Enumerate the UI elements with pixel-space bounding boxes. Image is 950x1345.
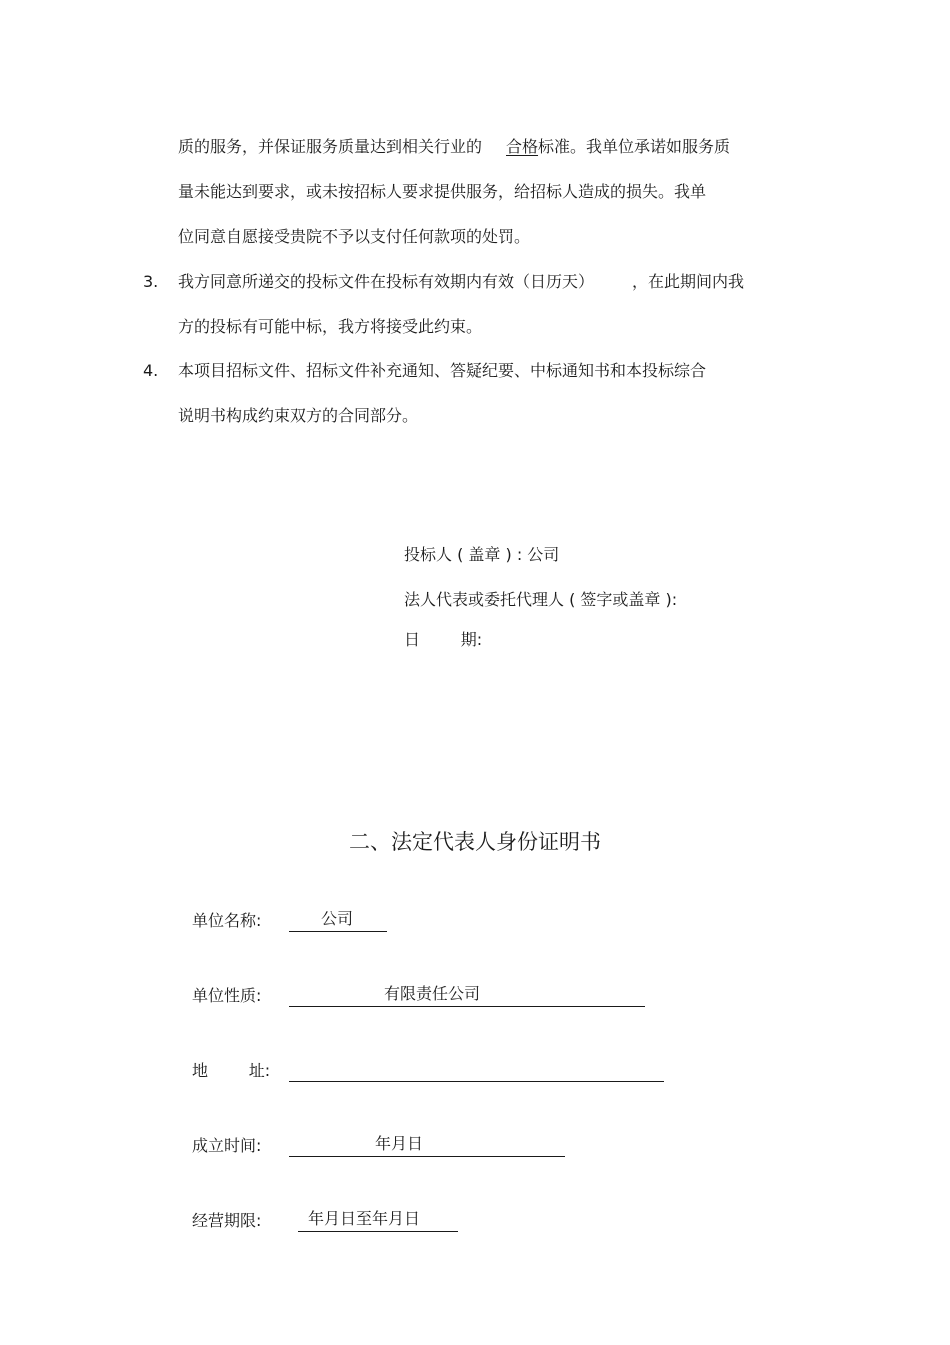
clause2-line1 [178,137,730,157]
clause2-line3: 位同意自愿接受贵院不予以支付任何款项的处罚。 [178,227,531,246]
clause4-line2: 说明书构成约束双方的合同部分。 [178,406,419,425]
clause2-standard: 合格 [506,137,539,156]
signature-representative: 法人代表或委托代理人 ( 签字或盖章 ): [404,590,678,609]
clause2-text-a: 质的服务，并保证服务质量达到相关行业的 [178,137,483,156]
founded-label: 成立时间: [192,1136,262,1155]
unit-name-field [289,909,387,932]
unit-nature-label: 单位性质: [192,986,262,1005]
clause2-line2: 量未能达到要求，或未按招标人要求提供服务，给招标人造成的损失。我单 [178,182,707,201]
signature-date: 日 期: [404,630,483,649]
unit-name-label: 单位名称: [192,911,262,930]
unit-name-value: 公司 [321,909,354,928]
clause4-number: 4. [143,361,159,380]
address-field [289,1059,664,1082]
clause3-text-b: ，在此期间内我 [632,272,745,291]
clause3-line1 [178,272,744,292]
clause3-line2: 方的投标有可能中标，我方将接受此约束。 [178,317,483,336]
clause4-line1: 本项目招标文件、招标文件补充通知、答疑纪要、中标通知书和本投标综合 [178,361,707,380]
term-field [298,1209,458,1232]
term-value: 年月日至年月日 [308,1209,421,1228]
signature-bidder: 投标人 ( 盖章 ) : 公司 [404,545,560,564]
section-title: 二、法定代表人身份证明书 [349,830,601,854]
unit-nature-value: 有限责任公司 [384,984,481,1003]
term-label: 经营期限: [192,1211,262,1230]
unit-nature-field [289,984,645,1007]
clause3-text-a: 我方同意所递交的投标文件在投标有效期内有效（日历天） [178,272,595,291]
founded-field [289,1134,565,1157]
clause3-number: 3. [143,272,159,291]
clause2-text-c: 标准。我单位承诺如服务质 [538,137,731,156]
address-label: 地 址: [192,1061,271,1080]
founded-value: 年月日 [375,1134,424,1153]
